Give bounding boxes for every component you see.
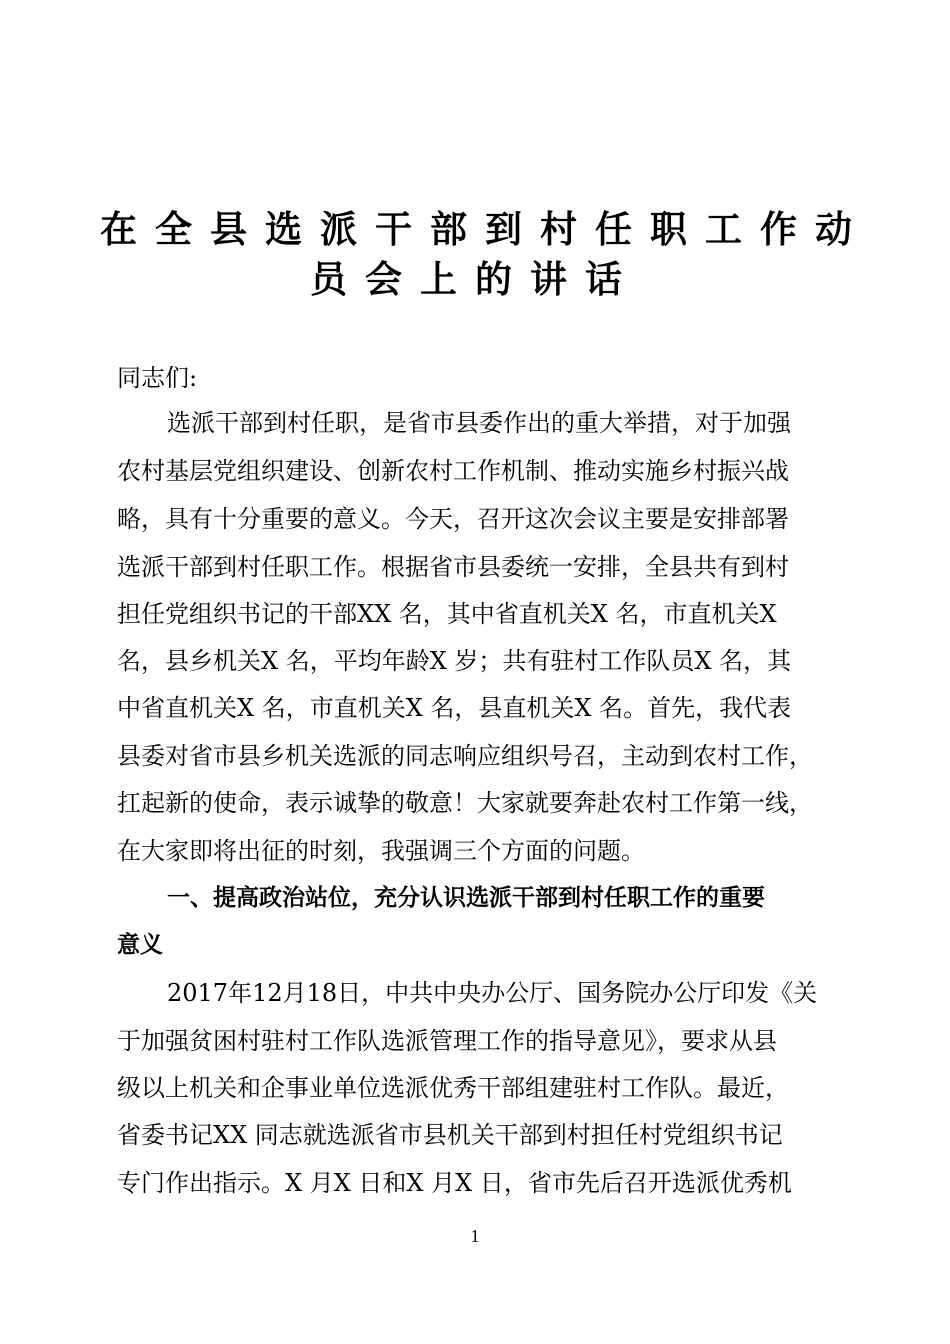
paragraph-1-line: 选派干部到村任职工作。根据省市县委统一安排，全县共有到村	[117, 553, 789, 581]
document-title-line-2: 员会上的讲话	[310, 258, 640, 301]
paragraph-1-line: 在大家即将出征的时刻，我强调三个方面的问题。	[117, 837, 645, 865]
paragraph-1-line: 选派干部到村任职，是省市县委作出的重大举措，对于加强	[167, 409, 791, 437]
salutation: 同志们:	[117, 364, 198, 392]
paragraph-2-line: 2017年12月18日，中共中央办公厅、国务院办公厅印发《关	[167, 979, 818, 1007]
paragraph-1-line: 扛起新的使命，表示诚挚的敬意！大家就要奔赴农村工作第一线，	[117, 789, 813, 817]
paragraph-2-line: 级以上机关和企事业单位选派优秀干部组建驻村工作队。最近，	[117, 1074, 789, 1102]
paragraph-1-line: 农村基层党组织建设、创新农村工作机制、推动实施乡村振兴战	[117, 457, 789, 485]
paragraph-1-line: 中省直机关X 名，市直机关X 名，县直机关X 名。首先，我代表	[117, 694, 792, 722]
section-heading-line: 意义	[117, 932, 163, 958]
paragraph-2-line: 于加强贫困村驻村工作队选派管理工作的指导意见》，要求从县	[117, 1027, 777, 1055]
paragraph-2-line: 专门作出指示。X 月X 日和X 月X 日，省市先后召开选派优秀机	[117, 1169, 792, 1197]
document-title-line-1: 在全县选派干部到村任职工作动	[100, 208, 870, 251]
section-heading-line: 一、提高政治站位，充分认识选派干部到村任职工作的重要	[167, 885, 765, 911]
paragraph-1-line: 担任党组织书记的干部XX 名，其中省直机关X 名，市直机关X	[117, 600, 777, 628]
paragraph-1-line: 县委对省市县乡机关选派的同志响应组织号召，主动到农村工作，	[117, 742, 813, 770]
paragraph-1-line: 略，具有十分重要的意义。今天，召开这次会议主要是安排部署	[117, 505, 789, 533]
page-number: 1	[470, 1226, 480, 1246]
paragraph-2-line: 省委书记XX 同志就选派省市县机关干部到村担任村党组织书记	[117, 1121, 783, 1149]
paragraph-1-line: 名，县乡机关X 名，平均年龄X 岁；共有驻村工作队员X 名，其	[117, 647, 792, 675]
